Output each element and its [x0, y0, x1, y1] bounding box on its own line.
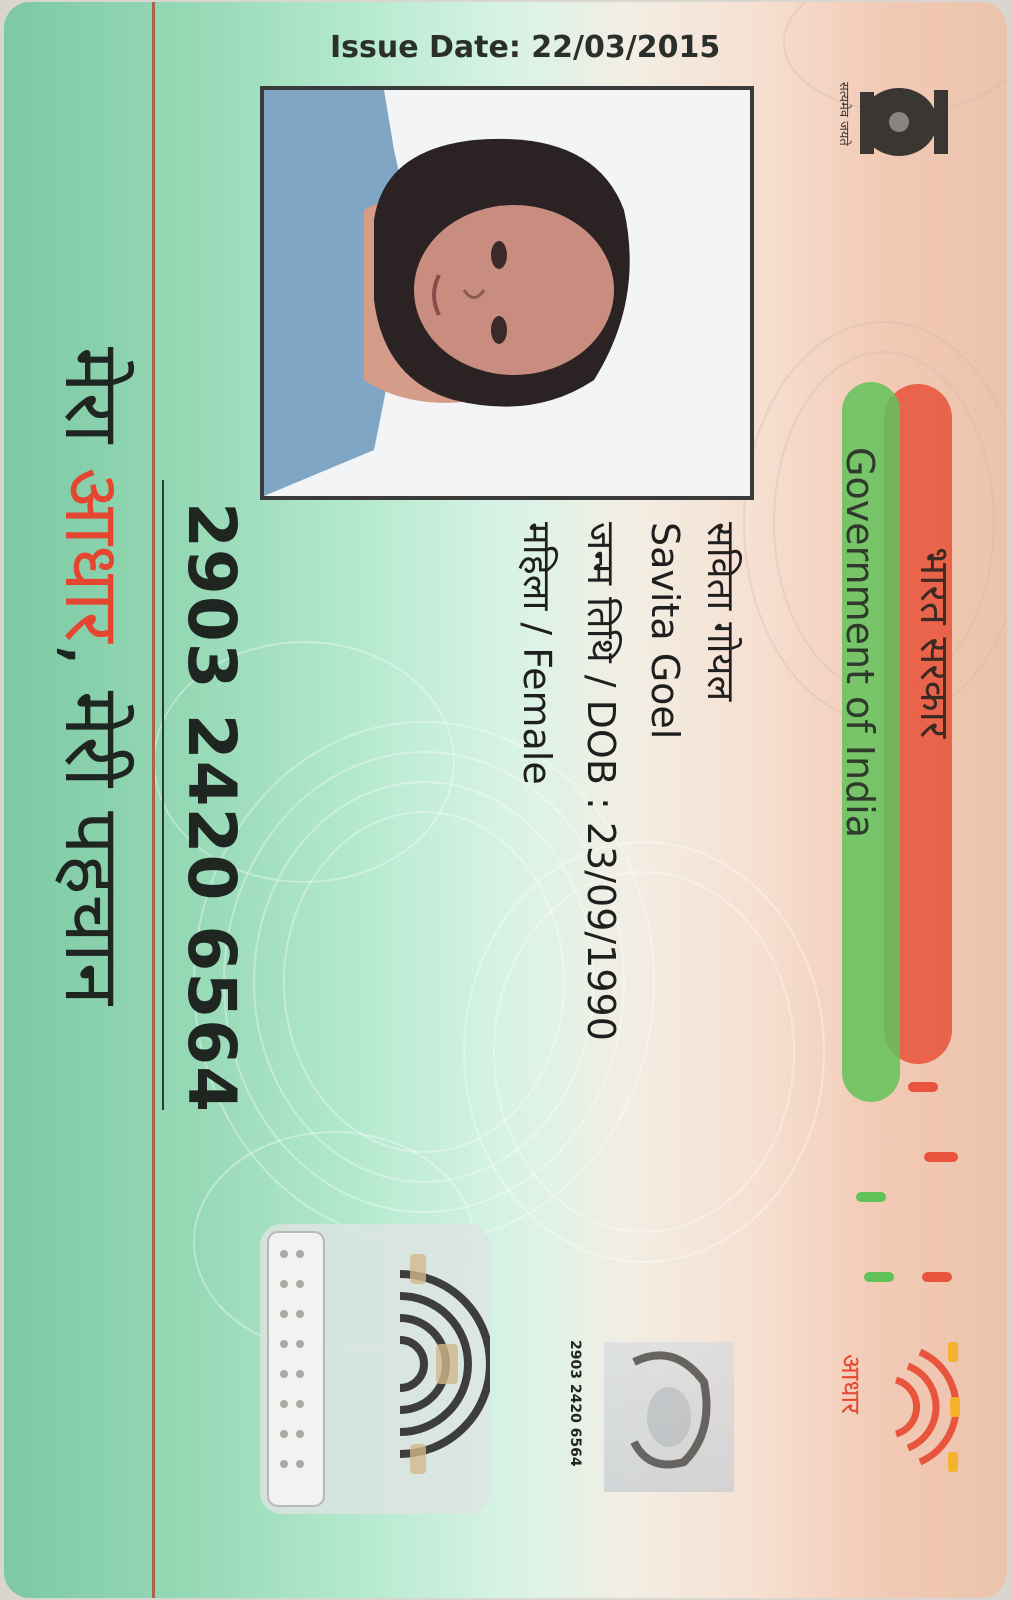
tagline-part2: , मेरी पहचान — [48, 642, 137, 1005]
tagline-part1: मेरा — [48, 347, 137, 468]
date-of-birth: जन्म तिथि / DOB : 23/09/1990 — [579, 522, 623, 1041]
stripe-dash — [922, 1272, 952, 1282]
header-english: Government of India — [838, 447, 882, 839]
aadhaar-card — [4, 2, 1007, 1598]
hologram-seal-icon — [260, 1224, 490, 1514]
name-english: Savita Goel — [643, 522, 687, 740]
mini-aadhaar-number: 2903 2420 6564 — [567, 1340, 583, 1467]
name-hindi: सविता गोयल — [699, 522, 743, 702]
logo-text: आधार — [835, 1354, 865, 1414]
aadhaar-logo-icon — [830, 1332, 960, 1482]
issue-date: Issue Date: 22/03/2015 — [330, 30, 721, 65]
national-emblem-icon — [814, 72, 964, 172]
ghost-photo — [604, 1342, 734, 1492]
tagline-highlight: आधार — [48, 467, 137, 643]
red-divider-line — [152, 2, 155, 1598]
aadhaar-number: 2903 2420 6564 — [173, 502, 250, 1114]
stripe-dash — [924, 1152, 958, 1162]
emblem-caption: सत्यमेव जयते — [836, 82, 851, 146]
tagline — [48, 347, 137, 1005]
stripe-dash — [908, 1082, 938, 1092]
gender: महिला / Female — [515, 522, 559, 785]
stripe-dash — [864, 1272, 894, 1282]
number-underline — [162, 480, 164, 1110]
stripe-dash — [856, 1192, 886, 1202]
header-hindi: भारत सरकार — [911, 547, 957, 739]
holder-photo — [260, 86, 754, 500]
